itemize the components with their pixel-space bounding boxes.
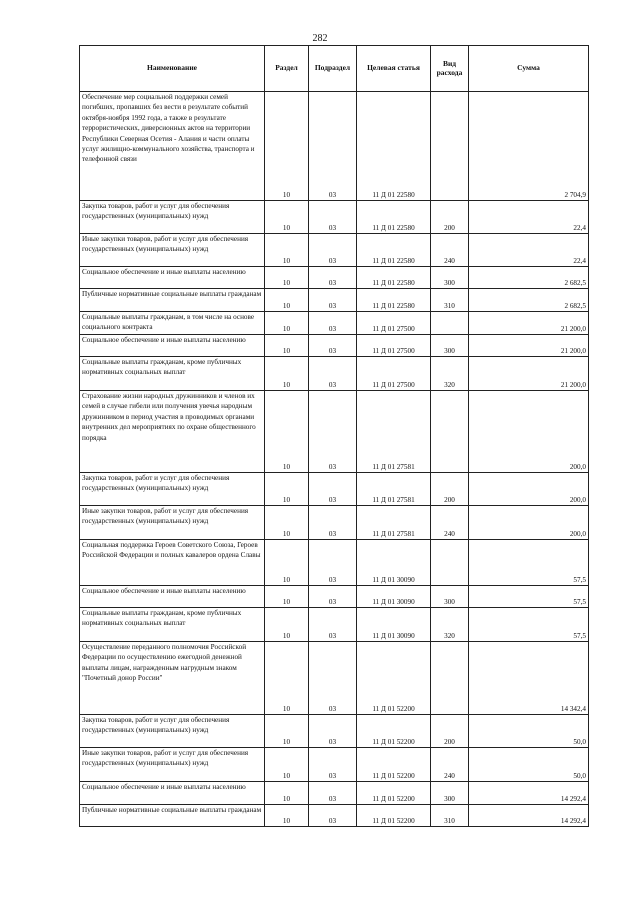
row-amount: 2 682,5 <box>469 289 589 312</box>
table-row <box>80 267 589 289</box>
row-expense-type: 300 <box>431 782 469 805</box>
header-section: Раздел <box>265 46 309 92</box>
row-subsection: 03 <box>309 357 357 391</box>
row-section: 10 <box>265 608 309 642</box>
row-section: 10 <box>265 289 309 312</box>
row-target: 11 Д 01 27500 <box>357 335 431 357</box>
row-name: Иные закупки товаров, работ и услуг для обеспечения государственных (муниципальных) нужд <box>80 748 265 782</box>
row-name: Социальные выплаты гражданам, кроме публичных нормативных социальных выплат <box>80 357 265 391</box>
table-row <box>80 357 589 391</box>
table-row <box>80 805 589 827</box>
row-name: Социальная поддержка Героев Советского Союза, Героев Российской Федерации и полных кавалеров ордена Славы <box>80 540 265 586</box>
table-row <box>80 642 589 715</box>
row-subsection: 03 <box>309 312 357 335</box>
row-target: 11 Д 01 22580 <box>357 234 431 267</box>
row-subsection: 03 <box>309 540 357 586</box>
row-subsection: 03 <box>309 782 357 805</box>
header-target: Целевая статья <box>357 46 431 92</box>
table-row <box>80 540 589 586</box>
row-target: 11 Д 01 30090 <box>357 608 431 642</box>
row-expense-type: 320 <box>431 608 469 642</box>
row-section: 10 <box>265 267 309 289</box>
row-section: 10 <box>265 782 309 805</box>
row-subsection: 03 <box>309 805 357 827</box>
row-subsection: 03 <box>309 289 357 312</box>
row-target: 11 Д 01 22580 <box>357 289 431 312</box>
row-amount: 21 200,0 <box>469 312 589 335</box>
row-expense-type: 240 <box>431 748 469 782</box>
header-expense-type: Вид расхода <box>431 46 469 92</box>
row-amount: 22,4 <box>469 201 589 234</box>
row-name: Социальное обеспечение и иные выплаты населению <box>80 267 265 289</box>
table-row <box>80 586 589 608</box>
row-expense-type: 320 <box>431 357 469 391</box>
row-target: 11 Д 01 52200 <box>357 782 431 805</box>
row-target: 11 Д 01 27581 <box>357 391 431 473</box>
row-amount: 200,0 <box>469 506 589 540</box>
row-section: 10 <box>265 748 309 782</box>
row-section: 10 <box>265 357 309 391</box>
table-row <box>80 289 589 312</box>
row-section: 10 <box>265 473 309 506</box>
row-section: 10 <box>265 715 309 748</box>
header-name: Наименование <box>80 46 265 92</box>
row-expense-type: 310 <box>431 289 469 312</box>
row-expense-type: 310 <box>431 805 469 827</box>
row-amount: 200,0 <box>469 473 589 506</box>
row-expense-type: 200 <box>431 473 469 506</box>
row-section: 10 <box>265 312 309 335</box>
row-section: 10 <box>265 805 309 827</box>
header-subsection: Подраздел <box>309 46 357 92</box>
row-name: Осуществление переданного полномочия Российской Федерации по осуществлению ежегодной денежной выплаты лицам, награжденным нагрудным знаком "Почетный донор России" <box>80 642 265 715</box>
row-name: Социальное обеспечение и иные выплаты населению <box>80 782 265 805</box>
row-subsection: 03 <box>309 335 357 357</box>
row-subsection: 03 <box>309 506 357 540</box>
row-name: Обеспечение мер социальной поддержки семей погибших, пропавших без вести в результате событий октября-ноября 1992 года, а также в результате террористических, диверсионных актов на территории Республики Северная Осетия - Алания и части оплаты услуг жилищно-коммунального хозяйства, транспорта и телефонной связи <box>80 92 265 201</box>
row-section: 10 <box>265 234 309 267</box>
row-target: 11 Д 01 27581 <box>357 506 431 540</box>
row-name: Иные закупки товаров, работ и услуг для обеспечения государственных (муниципальных) нужд <box>80 506 265 540</box>
row-amount: 57,5 <box>469 608 589 642</box>
row-name: Социальное обеспечение и иные выплаты населению <box>80 335 265 357</box>
row-target: 11 Д 01 52200 <box>357 715 431 748</box>
row-section: 10 <box>265 642 309 715</box>
row-section: 10 <box>265 391 309 473</box>
table-row <box>80 391 589 473</box>
row-amount: 57,5 <box>469 540 589 586</box>
row-amount: 14 342,4 <box>469 642 589 715</box>
row-amount: 14 292,4 <box>469 805 589 827</box>
table-row <box>80 748 589 782</box>
row-amount: 22,4 <box>469 234 589 267</box>
row-section: 10 <box>265 201 309 234</box>
row-subsection: 03 <box>309 715 357 748</box>
row-subsection: 03 <box>309 391 357 473</box>
row-name: Страхование жизни народных дружинников и членов их семей в случае гибели или получения увечья народным дружинником в период участия в проводимых органами внутренних дел мероприятиях по охране общественного порядка <box>80 391 265 473</box>
table-row <box>80 335 589 357</box>
row-target: 11 Д 01 22580 <box>357 201 431 234</box>
row-expense-type: 240 <box>431 506 469 540</box>
table-row <box>80 473 589 506</box>
row-expense-type <box>431 312 469 335</box>
row-expense-type <box>431 391 469 473</box>
table-body <box>80 92 589 827</box>
table-row <box>80 608 589 642</box>
row-section: 10 <box>265 335 309 357</box>
row-expense-type <box>431 540 469 586</box>
row-amount: 50,0 <box>469 748 589 782</box>
row-expense-type <box>431 642 469 715</box>
row-target: 11 Д 01 27500 <box>357 312 431 335</box>
row-target: 11 Д 01 30090 <box>357 586 431 608</box>
row-amount: 21 200,0 <box>469 335 589 357</box>
row-name: Социальные выплаты гражданам, кроме публичных нормативных социальных выплат <box>80 608 265 642</box>
row-amount: 21 200,0 <box>469 357 589 391</box>
table-header-row <box>80 46 589 92</box>
row-expense-type: 200 <box>431 201 469 234</box>
table-row <box>80 782 589 805</box>
row-section: 10 <box>265 586 309 608</box>
table-row <box>80 92 589 201</box>
table-row <box>80 506 589 540</box>
row-subsection: 03 <box>309 267 357 289</box>
row-amount: 2 682,5 <box>469 267 589 289</box>
row-target: 11 Д 01 22580 <box>357 92 431 201</box>
row-target: 11 Д 01 22580 <box>357 267 431 289</box>
row-name: Закупка товаров, работ и услуг для обеспечения государственных (муниципальных) нужд <box>80 715 265 748</box>
row-expense-type: 300 <box>431 586 469 608</box>
row-subsection: 03 <box>309 748 357 782</box>
row-subsection: 03 <box>309 234 357 267</box>
table-row <box>80 715 589 748</box>
row-section: 10 <box>265 506 309 540</box>
row-section: 10 <box>265 92 309 201</box>
budget-table <box>79 45 589 827</box>
row-amount: 200,0 <box>469 391 589 473</box>
row-name: Закупка товаров, работ и услуг для обеспечения государственных (муниципальных) нужд <box>80 201 265 234</box>
row-amount: 14 292,4 <box>469 782 589 805</box>
row-expense-type: 300 <box>431 267 469 289</box>
row-subsection: 03 <box>309 608 357 642</box>
row-section: 10 <box>265 540 309 586</box>
row-subsection: 03 <box>309 642 357 715</box>
row-target: 11 Д 01 52200 <box>357 642 431 715</box>
row-expense-type: 300 <box>431 335 469 357</box>
row-subsection: 03 <box>309 473 357 506</box>
row-expense-type <box>431 92 469 201</box>
row-name: Публичные нормативные социальные выплаты гражданам <box>80 289 265 312</box>
row-amount: 50,0 <box>469 715 589 748</box>
row-amount: 2 704,9 <box>469 92 589 201</box>
row-name: Публичные нормативные социальные выплаты гражданам <box>80 805 265 827</box>
row-target: 11 Д 01 30090 <box>357 540 431 586</box>
table-row <box>80 201 589 234</box>
header-amount: Сумма <box>469 46 589 92</box>
page-number: 282 <box>312 33 328 44</box>
row-name: Социальное обеспечение и иные выплаты населению <box>80 586 265 608</box>
row-subsection: 03 <box>309 92 357 201</box>
row-expense-type: 240 <box>431 234 469 267</box>
row-target: 11 Д 01 27500 <box>357 357 431 391</box>
table-row <box>80 234 589 267</box>
row-target: 11 Д 01 52200 <box>357 805 431 827</box>
row-name: Закупка товаров, работ и услуг для обеспечения государственных (муниципальных) нужд <box>80 473 265 506</box>
row-name: Иные закупки товаров, работ и услуг для обеспечения государственных (муниципальных) нужд <box>80 234 265 267</box>
row-name: Социальные выплаты гражданам, в том числе на основе социального контракта <box>80 312 265 335</box>
row-target: 11 Д 01 27581 <box>357 473 431 506</box>
row-target: 11 Д 01 52200 <box>357 748 431 782</box>
table-row <box>80 312 589 335</box>
row-expense-type: 200 <box>431 715 469 748</box>
row-amount: 57,5 <box>469 586 589 608</box>
row-subsection: 03 <box>309 586 357 608</box>
row-subsection: 03 <box>309 201 357 234</box>
